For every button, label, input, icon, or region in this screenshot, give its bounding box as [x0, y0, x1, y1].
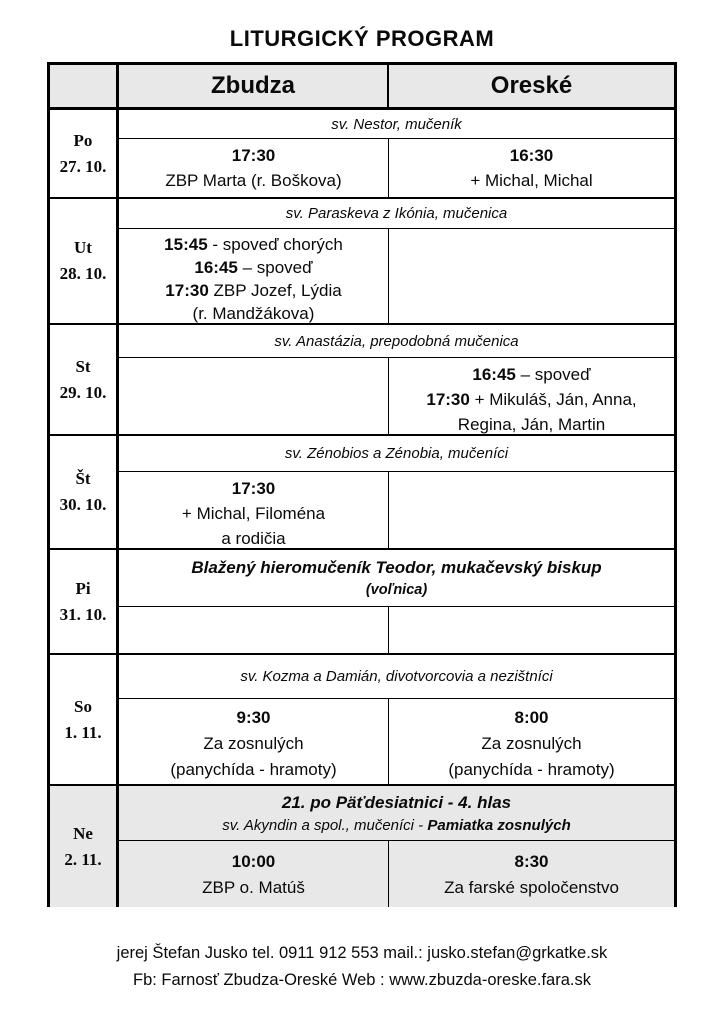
feast-line	[240, 666, 552, 687]
zbudza-cell	[119, 139, 389, 197]
feast-line	[366, 580, 427, 601]
schedule-line	[127, 705, 380, 731]
feast-line	[282, 791, 511, 815]
text-segment: 10:00	[231, 852, 276, 871]
feast-line	[222, 815, 570, 836]
feast-header	[119, 325, 674, 358]
text-segment: ZBP Marta (r. Boškova)	[165, 171, 342, 190]
schedule-line	[127, 168, 380, 193]
schedule-line	[127, 233, 380, 256]
text-segment: Regina, Ján, Martin	[457, 415, 606, 434]
text-segment: (panychída - hramoty)	[170, 760, 337, 779]
schedule-row-ut	[50, 199, 674, 325]
feast-line	[285, 443, 508, 464]
feast-header	[119, 436, 674, 472]
schedule-line	[397, 168, 666, 193]
day-date: 1. 11.	[64, 722, 102, 742]
feast-header	[119, 199, 674, 229]
day-abbreviation: Pi	[75, 578, 91, 598]
schedule-line	[127, 302, 380, 323]
schedule-line	[127, 143, 380, 168]
schedule-line	[397, 875, 666, 901]
text-segment: sv. Kozma a Damián, divotvorcovia a nezištníci	[240, 668, 553, 685]
text-segment: a rodičia	[221, 529, 286, 548]
day-cell	[50, 199, 119, 323]
text-segment: 16:45	[194, 258, 238, 277]
zbudza-cell	[119, 472, 389, 548]
oreske-cell	[389, 139, 674, 197]
text-segment: 8:00	[514, 708, 549, 727]
oreske-cell	[389, 229, 674, 323]
page-title: LITURGICKÝ PROGRAM	[229, 26, 495, 51]
feast-header	[119, 110, 674, 139]
text-segment: – spoveď	[237, 258, 313, 277]
day-date: 2. 11.	[64, 849, 102, 869]
day-cell	[50, 655, 119, 784]
schedule-line	[127, 279, 380, 302]
schedule-line	[397, 731, 666, 757]
text-segment: 8:30	[514, 852, 549, 871]
text-segment: Blažený hieromučeník Teodor, mukačevský biskup	[191, 557, 602, 577]
zbudza-cell	[119, 699, 389, 784]
schedule-line	[127, 501, 380, 526]
day-date: 29. 10.	[59, 382, 107, 402]
zbudza-cell	[119, 229, 389, 323]
feast-line	[286, 203, 507, 224]
text-segment: (voľnica)	[365, 581, 428, 598]
text-segment: - spoveď chorých	[207, 235, 343, 254]
schedule-line	[127, 526, 380, 548]
day-cell	[50, 436, 119, 548]
day-date: 31. 10.	[59, 604, 107, 624]
text-segment: Za zosnulých	[481, 734, 582, 753]
day-abbreviation: Po	[73, 130, 93, 150]
zbudza-cell	[119, 607, 389, 653]
schedule-row-št	[50, 436, 674, 550]
text-segment: + Michal, Filoména	[181, 504, 326, 523]
text-segment: 17:30	[231, 146, 276, 165]
day-date: 30. 10.	[59, 495, 107, 514]
text-segment: 16:30	[509, 146, 554, 165]
day-cell	[50, 786, 119, 907]
schedule-row-ne	[50, 786, 674, 907]
schedule-line	[127, 731, 380, 757]
schedule-line	[397, 412, 666, 434]
text-segment: 21. po Päťdesiatnici - 4. hlas	[281, 792, 512, 812]
text-segment: 9:30	[236, 708, 271, 727]
schedule-row-pi	[50, 550, 674, 655]
text-segment: 15:45	[164, 235, 208, 254]
schedule-line	[397, 849, 666, 875]
feast-header	[119, 786, 674, 841]
feast-header	[119, 550, 674, 607]
text-segment: sv. Zénobios a Zénobia, mučeníci	[284, 445, 509, 462]
text-segment: Pamiatka zosnulých	[427, 816, 571, 834]
feast-header	[119, 655, 674, 699]
text-segment: sv. Anastázia, prepodobná mučenica	[274, 332, 519, 350]
text-segment: 17:30	[426, 390, 470, 409]
text-segment: 16:45	[472, 365, 516, 384]
schedule-line	[397, 705, 666, 731]
day-cell	[50, 550, 119, 653]
schedule-line	[397, 143, 666, 168]
text-segment: sv. Paraskeva z Ikónia, mučenica	[285, 205, 508, 222]
text-segment: – spoveď	[515, 365, 591, 384]
schedule-line	[127, 849, 380, 875]
oreske-cell	[389, 472, 674, 548]
schedule-row-so	[50, 655, 674, 786]
day-abbreviation: Št	[75, 469, 91, 488]
oreske-cell	[389, 699, 674, 784]
column-header-zbudza: Zbudza	[119, 65, 389, 107]
day-abbreviation: Ne	[73, 823, 93, 843]
day-abbreviation: Ut	[74, 238, 92, 257]
schedule-line	[127, 256, 380, 279]
day-abbreviation: St	[75, 356, 91, 376]
oreske-cell	[389, 607, 674, 653]
day-date: 28. 10.	[59, 264, 107, 283]
text-segment: + Mikuláš, Ján, Anna,	[469, 390, 637, 409]
schedule-table	[47, 62, 677, 907]
schedule-row-po	[50, 110, 674, 199]
footer	[0, 940, 724, 994]
text-segment: (panychída - hramoty)	[448, 760, 615, 779]
text-segment: + Michal, Michal	[470, 171, 593, 190]
oreske-cell	[389, 841, 674, 907]
zbudza-cell	[119, 841, 389, 907]
text-segment: ZBP Jozef, Lýdia	[208, 281, 342, 300]
text-segment: ZBP o. Matúš	[202, 878, 305, 897]
text-segment: (r. Mandžákova)	[192, 304, 315, 323]
schedule-line	[397, 757, 666, 783]
day-cell	[50, 110, 119, 197]
feast-line	[331, 114, 462, 135]
text-segment: sv. Akyndin a spol., mučeníci -	[222, 816, 428, 834]
day-cell	[50, 325, 119, 434]
day-abbreviation: So	[74, 696, 92, 716]
column-header-oreske: Oreské	[490, 72, 573, 99]
schedule-line	[397, 362, 666, 387]
footer-contact-line: jerej Štefan Jusko tel. 0911 912 553 mail.: jusko.stefan@grkatke.sk	[116, 944, 608, 962]
text-segment: sv. Nestor, mučeník	[331, 115, 462, 133]
footer-web-line: Fb: Farnosť Zbudza-Oreské Web : www.zbuzda-oreske.fara.sk	[133, 971, 591, 989]
text-segment: Za farské spoločenstvo	[444, 878, 619, 897]
schedule-line	[127, 476, 380, 501]
schedule-row-st	[50, 325, 674, 436]
schedule-line	[127, 757, 380, 783]
feast-line	[191, 556, 601, 580]
day-date: 27. 10.	[59, 156, 107, 176]
zbudza-cell	[119, 358, 389, 434]
schedule-line	[397, 387, 666, 412]
header-day-spacer	[50, 65, 119, 107]
oreske-cell	[389, 358, 674, 434]
text-segment: Za zosnulých	[203, 734, 304, 753]
feast-line	[274, 331, 518, 352]
schedule-line	[127, 875, 380, 901]
text-segment: 17:30	[165, 281, 209, 300]
text-segment: 17:30	[231, 479, 276, 498]
table-header-row	[50, 65, 674, 110]
